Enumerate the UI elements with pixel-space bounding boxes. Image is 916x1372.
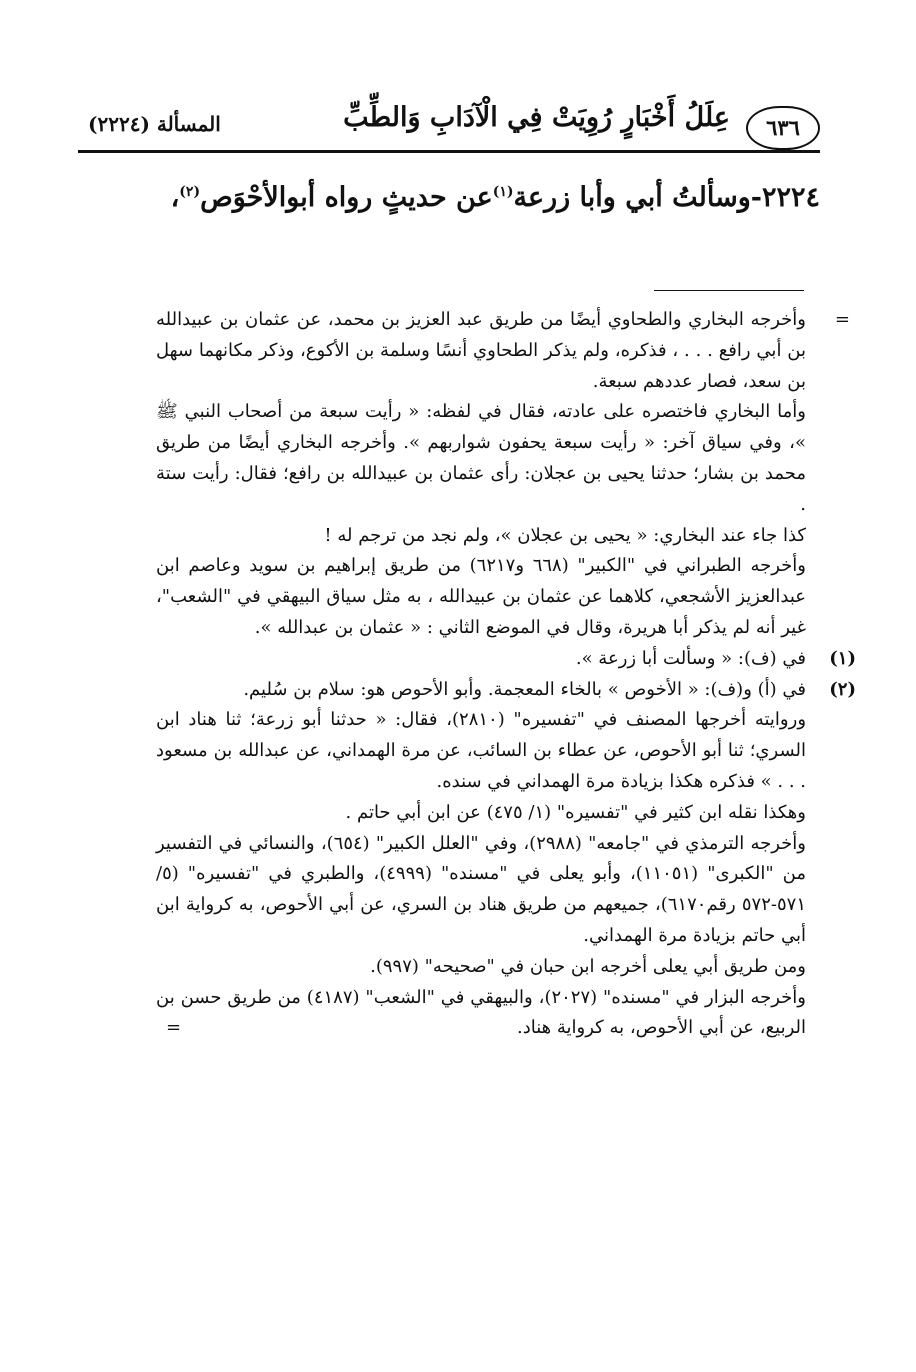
continuation-marker: = bbox=[834, 309, 850, 330]
footnote-paragraph: وروايته أخرجها المصنف في "تفسيره" (٢٨١٠)، فقال: « حدثنا أبو زرعة؛ ثنا هناد ابن السري؛ ثنا أبو الأحوص، عن عطاء بن السائب، عن مرة الهمداني، عن عبدالله بن مسعود . . . » فذكره هكذا بزيادة مرة الهمداني في سنده. bbox=[156, 709, 807, 792]
continued-footnote bbox=[156, 305, 850, 644]
footnote-paragraph: في (ف): « وسألت أبا زرعة ». bbox=[575, 647, 806, 669]
footnote-paragraph: في (أ) و(ف): « الأخوص » بالخاء المعجمة. وأبو الأحوص هو: سلام بن سُليم. bbox=[243, 678, 806, 700]
footnote-marker: (٢) bbox=[829, 678, 856, 700]
footnote-ref-1: (١) bbox=[492, 184, 514, 200]
footnotes-block bbox=[156, 305, 856, 1044]
footnote-paragraph: وأخرجه الترمذي في "جامعه" (٢٩٨٨)، وفي "العلل الكبير" (٦٥٤)، والنسائي في التفسير من "الكبرى" (١١٠٥١)، وأبو يعلى في "مسنده" (٤٩٩٩)، والطبري في "تفسيره" (٥/ ٥٧١-٥٧٢ رقم٦١٧٠)، جميعهم من طريق هناد بن السري، عن أبي الأحوص، به كرواية ابن أبي حاتم بزيادة مرة الهمداني. bbox=[156, 832, 807, 946]
book-title: عِلَلُ أَخْبَارٍ رُوِيَتْ فِي الْآدَابِ وَالطِّبِّ bbox=[343, 102, 730, 133]
footnote-paragraph: وهكذا نقله ابن كثير في "تفسيره" (١/ ٤٧٥) عن ابن أبي حاتم . bbox=[345, 801, 806, 823]
question-text-start: ٢٢٢٤-وسألتُ أبي وأبا زرعة bbox=[513, 182, 820, 213]
footnote-paragraph: وأخرجه البزار في "مسنده" (٢٠٢٧)، والبيهقي في "الشعب" (٤١٨٧) من طريق حسن بن الربيع، عن أبي الأحوص، به كرواية هناد. bbox=[156, 986, 806, 1039]
footnote-1 bbox=[156, 644, 856, 675]
footnote-paragraph: وأما البخاري فاختصره على عادته، فقال في لفظه: « رأيت سبعة من أصحاب النبي ﷺ »، وفي سياق آخر: « رأيت سبعة يحفون شواربهم ». وأخرجه البخاري أيضًا من طريق محمد بن بشار؛ حدثنا يحيى بن عجلان: رأى عثمان بن عبيدالله بن رافع؛ فقال: رأيت ستة . bbox=[156, 401, 806, 515]
footnote-paragraph: ومن طريق أبي يعلى أخرجه ابن حبان في "صحيحه" (٩٩٧). bbox=[370, 955, 806, 977]
footnote-ref-2: (٢) bbox=[179, 184, 201, 200]
running-header bbox=[78, 100, 820, 158]
footnote-2 bbox=[156, 675, 856, 1045]
footnote-paragraph: وأخرجه الطبراني في "الكبير" (٦٦٨ و٦٢١٧) من طريق إبراهيم بن سويد وعاصم ابن عبدالعزيز الأشجعي، كلاهما عن عثمان بن عبيدالله ، به مثل سياق البيهقي في "الشعب"، غير أنه لم يذكر أبا هريرة، وقال في الموضع الثاني : « عثمان بن عبدالله ». bbox=[156, 555, 806, 638]
question-line bbox=[90, 182, 820, 213]
issue-label: المسألة (٢٢٢٤) bbox=[88, 112, 221, 136]
question-text-end: ، bbox=[170, 182, 180, 213]
last-paragraph-wrap bbox=[156, 983, 806, 1045]
continues-next-page-marker: = bbox=[166, 1017, 182, 1039]
page-number: ٦٣٦ bbox=[746, 106, 820, 150]
footnote-marker: (١) bbox=[829, 647, 856, 669]
header-rule bbox=[78, 150, 820, 153]
footnote-separator bbox=[654, 290, 804, 291]
question-text-middle: عن حديثٍ رواه أبوالأحْوَص bbox=[200, 182, 493, 213]
footnote-paragraph: كذا جاء عند البخاري: « يحيى بن عجلان »، ولم نجد من ترجم له ! bbox=[324, 524, 806, 546]
footnote-paragraph: وأخرجه البخاري والطحاوي أيضًا من طريق عبد العزيز بن محمد، عن عثمان بن عبيدالله بن أبي رافع . . . ، فذكره، ولم يذكر الطحاوي أنسًا وسلمة بن الأكوع، وذكر مكانهما سهل بن سعد، فصار عددهم سبعة. bbox=[156, 309, 806, 392]
